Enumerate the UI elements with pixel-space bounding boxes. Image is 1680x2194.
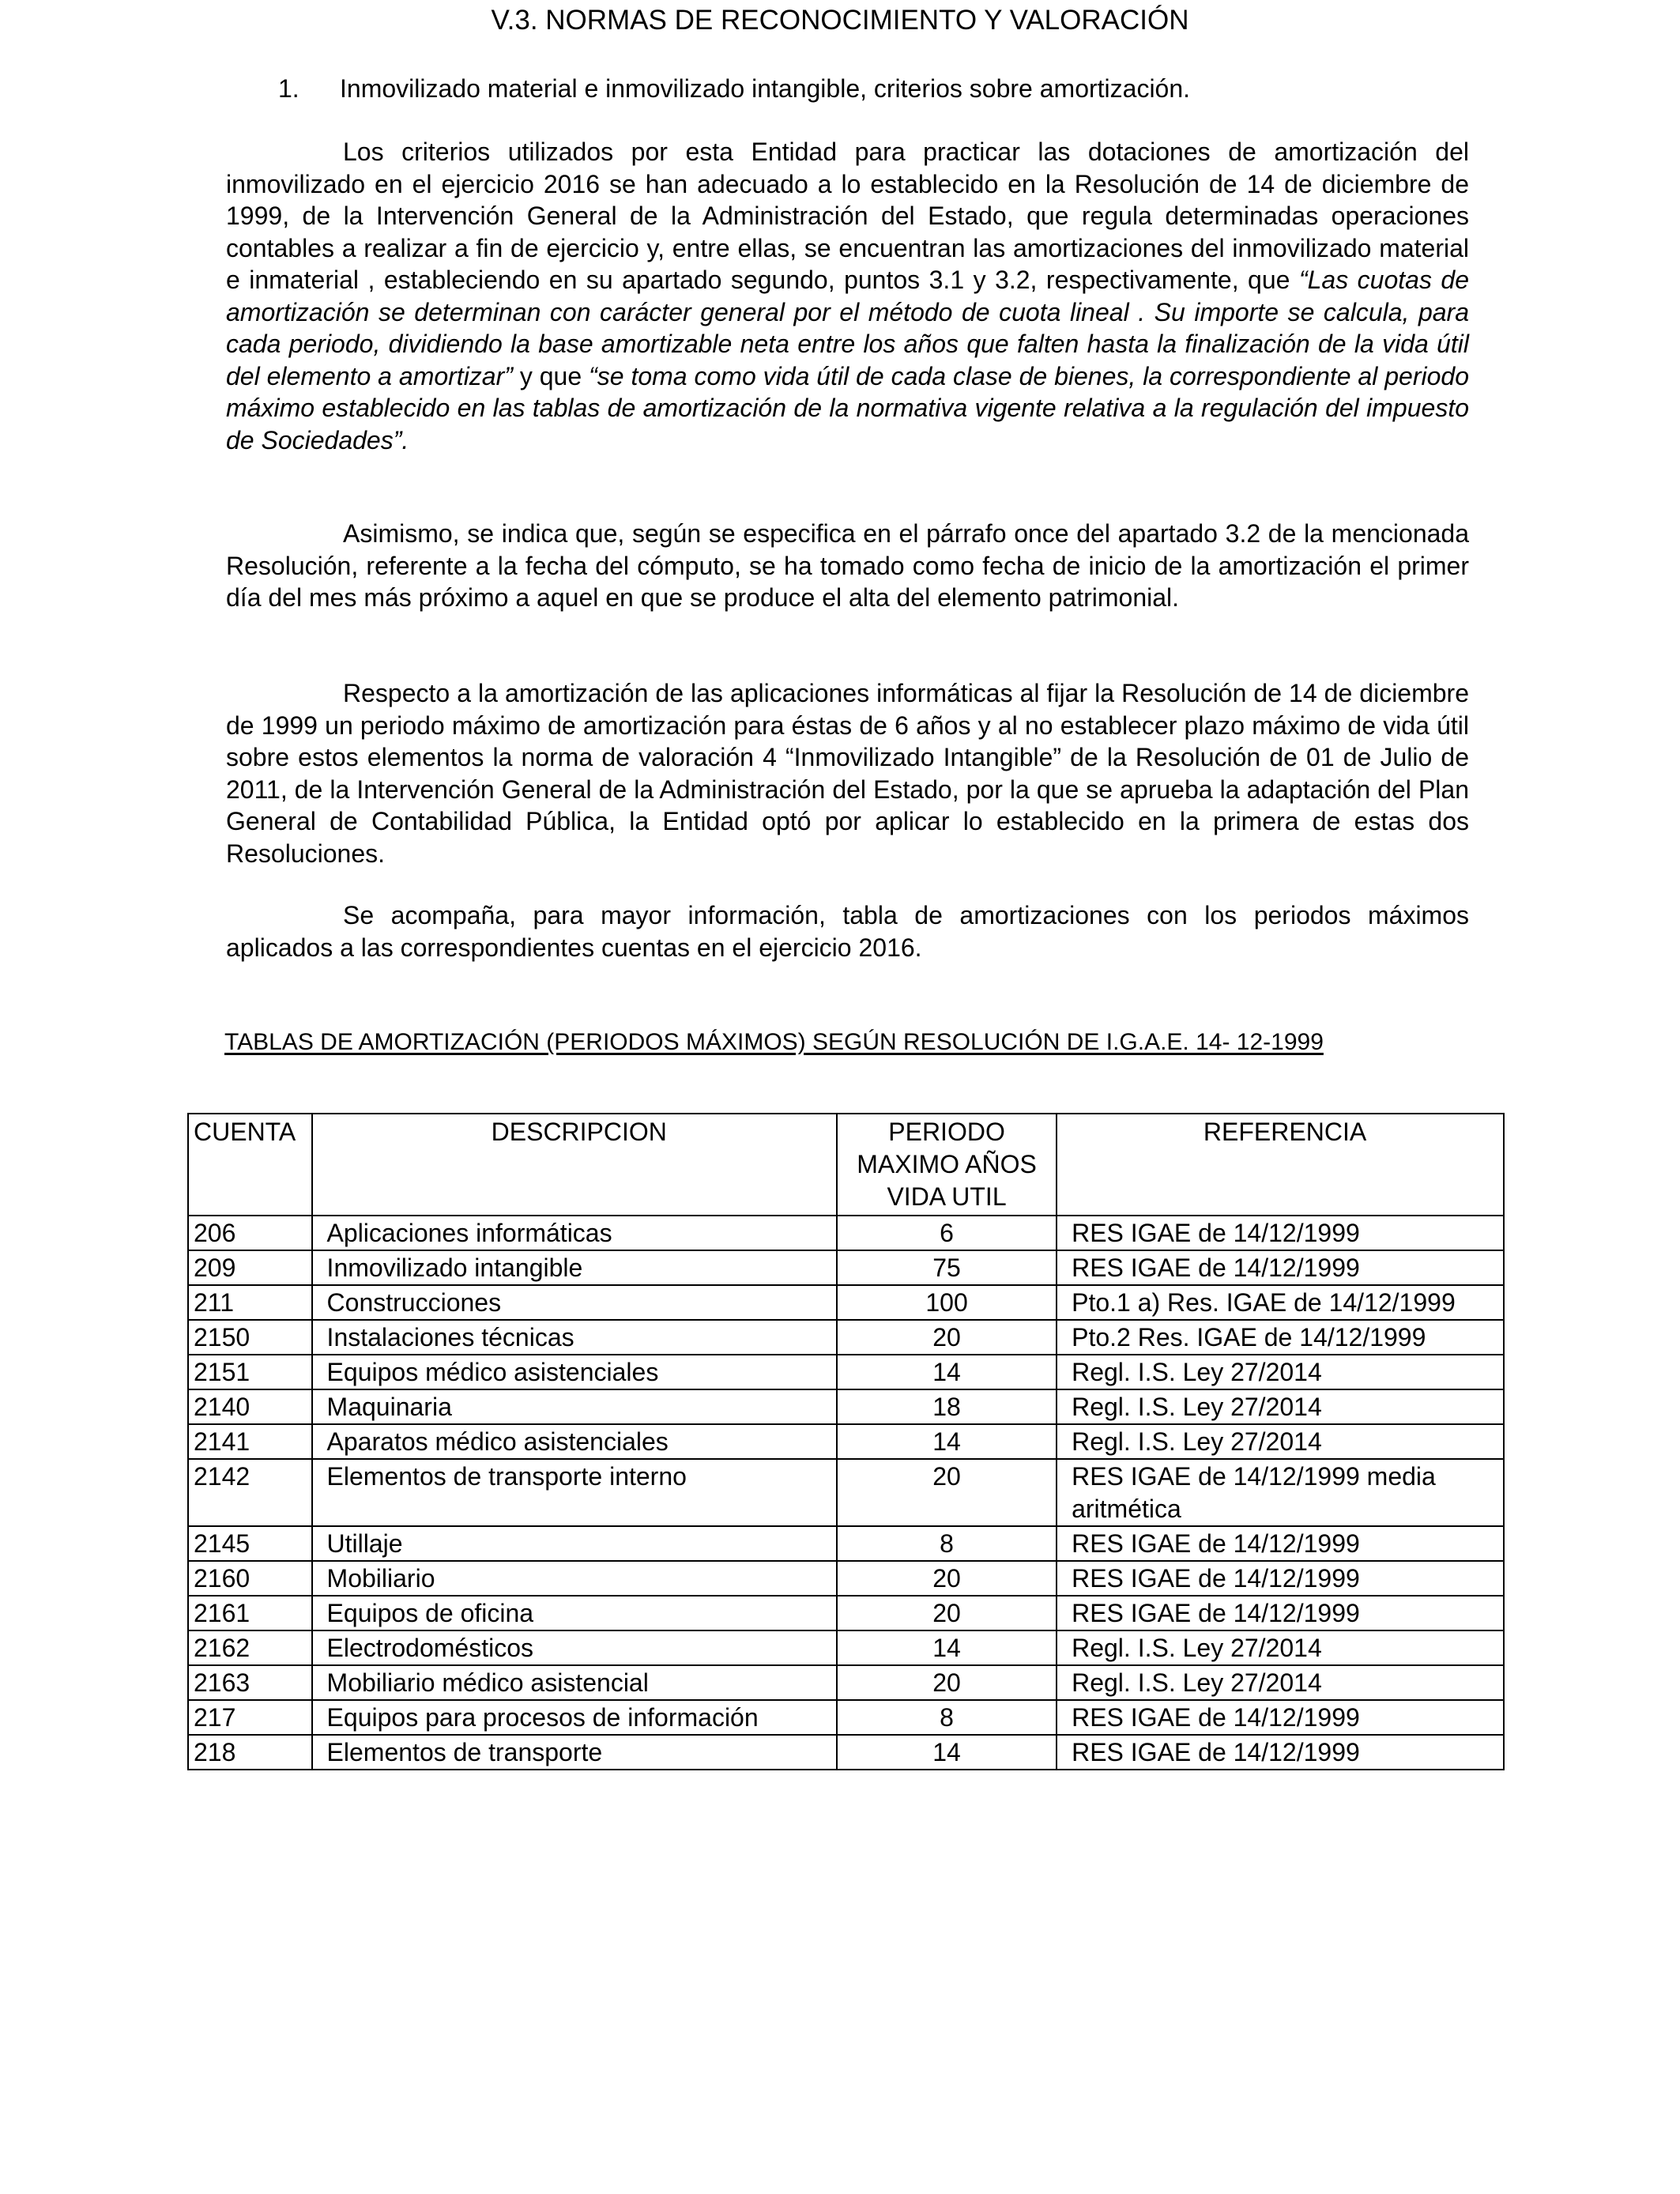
cell-cuenta: 2151 — [188, 1355, 312, 1389]
cell-cuenta: 2142 — [188, 1459, 312, 1526]
cell-descripcion: Aparatos médico asistenciales — [312, 1424, 837, 1459]
header-descripcion: DESCRIPCION — [312, 1114, 837, 1216]
cell-descripcion: Aplicaciones informáticas — [312, 1216, 837, 1250]
header-referencia: REFERENCIA — [1057, 1114, 1504, 1216]
cell-cuenta: 217 — [188, 1700, 312, 1735]
table-row — [188, 1355, 1504, 1389]
cell-referencia: Pto.1 a) Res. IGAE de 14/12/1999 — [1057, 1285, 1504, 1320]
cell-descripcion: Inmovilizado intangible — [312, 1250, 837, 1285]
cell-descripcion: Instalaciones técnicas — [312, 1320, 837, 1355]
cell-descripcion: Maquinaria — [312, 1389, 837, 1424]
paragraph-criterios-connector: y que — [519, 361, 582, 390]
cell-cuenta: 2161 — [188, 1596, 312, 1630]
cell-referencia: RES IGAE de 14/12/1999 — [1057, 1735, 1504, 1770]
table-row — [188, 1250, 1504, 1285]
paragraph-aplicaciones-informaticas: Respecto a la amortización de las aplicaciones informáticas al fijar la Resolución de 14 de diciembre de 1999 un periodo máximo de amortización para éstas de 6 años y al no establecer plazo máximo de vida útil sobre estos elementos la norma de valoración 4 “Inmovilizado Intangible” de la Resolución de 01 de Julio de 2011, de la Intervención General de la Administración del Estado, por la que se aprueba la adaptación del Plan General de Contabilidad Pública, la Entidad optó por aplicar lo establecido en la primera de estas dos Resoluciones. — [226, 679, 1469, 868]
cell-cuenta: 2150 — [188, 1320, 312, 1355]
section-heading — [278, 71, 1190, 106]
table-row — [188, 1561, 1504, 1596]
table-row — [188, 1285, 1504, 1320]
cell-periodo: 14 — [837, 1424, 1057, 1459]
cell-periodo: 20 — [837, 1320, 1057, 1355]
cell-descripcion: Equipos médico asistenciales — [312, 1355, 837, 1389]
cell-periodo: 14 — [837, 1630, 1057, 1665]
header-periodo-line2: MAXIMO AÑOS — [857, 1150, 1037, 1178]
cell-cuenta: 209 — [188, 1250, 312, 1285]
cell-periodo: 18 — [837, 1389, 1057, 1424]
cell-descripcion: Electrodomésticos — [312, 1630, 837, 1665]
cell-descripcion: Elementos de transporte interno — [312, 1459, 837, 1526]
paragraph-criterios — [226, 136, 1469, 456]
cell-descripcion: Mobiliario médico asistencial — [312, 1665, 837, 1700]
cell-cuenta: 2145 — [188, 1526, 312, 1561]
cell-descripcion: Mobiliario — [312, 1561, 837, 1596]
table-row — [188, 1389, 1504, 1424]
cell-referencia: Regl. I.S. Ley 27/2014 — [1057, 1389, 1504, 1424]
table-row — [188, 1735, 1504, 1770]
document-title: V.3. NORMAS DE RECONOCIMIENTO Y VALORACIÓN — [491, 5, 1189, 36]
section-title: Inmovilizado material e inmovilizado intangible, criterios sobre amortización. — [340, 74, 1191, 103]
table-row — [188, 1526, 1504, 1561]
cell-referencia: RES IGAE de 14/12/1999 — [1057, 1596, 1504, 1630]
cell-cuenta: 218 — [188, 1735, 312, 1770]
cell-referencia: RES IGAE de 14/12/1999 — [1057, 1700, 1504, 1735]
header-cuenta: CUENTA — [188, 1114, 312, 1216]
cell-periodo: 20 — [837, 1665, 1057, 1700]
table-header-row — [188, 1114, 1504, 1216]
cell-descripcion: Equipos de oficina — [312, 1596, 837, 1630]
cell-referencia: RES IGAE de 14/12/1999 media aritmética — [1057, 1459, 1504, 1526]
header-periodo — [837, 1114, 1057, 1216]
cell-cuenta: 2140 — [188, 1389, 312, 1424]
cell-periodo: 20 — [837, 1459, 1057, 1526]
cell-periodo: 75 — [837, 1250, 1057, 1285]
table-row — [188, 1665, 1504, 1700]
table-body — [188, 1216, 1504, 1770]
cell-periodo: 8 — [837, 1700, 1057, 1735]
cell-cuenta: 2160 — [188, 1561, 312, 1596]
cell-descripcion: Elementos de transporte — [312, 1735, 837, 1770]
header-periodo-line1: PERIODO — [888, 1118, 1005, 1146]
table-row — [188, 1596, 1504, 1630]
cell-cuenta: 211 — [188, 1285, 312, 1320]
section-number: 1. — [278, 74, 299, 103]
cell-periodo: 14 — [837, 1355, 1057, 1389]
cell-referencia: RES IGAE de 14/12/1999 — [1057, 1561, 1504, 1596]
cell-periodo: 100 — [837, 1285, 1057, 1320]
table-row — [188, 1320, 1504, 1355]
cell-cuenta: 2162 — [188, 1630, 312, 1665]
cell-periodo: 14 — [837, 1735, 1057, 1770]
amortization-table — [187, 1113, 1505, 1770]
cell-referencia: RES IGAE de 14/12/1999 — [1057, 1216, 1504, 1250]
table-row — [188, 1216, 1504, 1250]
cell-descripcion: Construcciones — [312, 1285, 837, 1320]
cell-periodo: 6 — [837, 1216, 1057, 1250]
cell-referencia: Regl. I.S. Ley 27/2014 — [1057, 1355, 1504, 1389]
cell-referencia: RES IGAE de 14/12/1999 — [1057, 1526, 1504, 1561]
cell-referencia: Regl. I.S. Ley 27/2014 — [1057, 1424, 1504, 1459]
header-periodo-line3: VIDA UTIL — [887, 1182, 1007, 1211]
cell-referencia: Pto.2 Res. IGAE de 14/12/1999 — [1057, 1320, 1504, 1355]
paragraph-asimismo: Asimismo, se indica que, según se especifica en el párrafo once del apartado 3.2 de la mencionada Resolución, referente a la fecha del cómputo, se ha tomado como fecha de inicio de la amortización el primer día del mes más próximo a aquel en que se produce el alta del elemento patrimonial. — [226, 519, 1469, 612]
cell-cuenta: 2163 — [188, 1665, 312, 1700]
cell-referencia: Regl. I.S. Ley 27/2014 — [1057, 1630, 1504, 1665]
cell-descripcion: Utillaje — [312, 1526, 837, 1561]
quote-cuotas: “Las cuotas de amortización se determinan con carácter general por el método de cuota lineal . Su importe se calcula, para cada periodo, dividiendo la base amortizable neta entre los años que falten hasta la finalización de la vida útil del elemento a amortizar” — [226, 266, 1470, 390]
paragraph-criterios-text: Los criterios utilizados por esta Entidad para practicar las dotaciones de amortización del inmovilizado en el ejercicio 2016 se han adecuado a lo establecido en la Resolución de 14 de diciembre de 1999, de la Intervención General de la Administración del Estado, que regula determinadas operaciones contables a realizar a fin de ejercicio y, entre ellas, se encuentran las amortizaciones del inmovilizado material e inmaterial , estableciendo en su apartado segundo, puntos 3.1 y 3.2, respectivamente, que — [226, 138, 1469, 294]
cell-cuenta: 2141 — [188, 1424, 312, 1459]
cell-periodo: 8 — [837, 1526, 1057, 1561]
cell-periodo: 20 — [837, 1596, 1057, 1630]
table-row — [188, 1424, 1504, 1459]
cell-cuenta: 206 — [188, 1216, 312, 1250]
cell-referencia: Regl. I.S. Ley 27/2014 — [1057, 1665, 1504, 1700]
quote-vida-util: “se toma como vida útil de cada clase de bienes, la correspondiente al periodo máximo establecido en las tablas de amortización de la normativa vigente relativa a la regulación del impuesto de Sociedades”. — [226, 361, 1470, 454]
cell-referencia: RES IGAE de 14/12/1999 — [1057, 1250, 1504, 1285]
table-row — [188, 1700, 1504, 1735]
table-title: TABLAS DE AMORTIZACIÓN (PERIODOS MÁXIMOS) SEGÚN RESOLUCIÓN DE I.G.A.E. 14- 12-1999 — [224, 1029, 1324, 1055]
table-row — [188, 1459, 1504, 1526]
cell-descripcion: Equipos para procesos de información — [312, 1700, 837, 1735]
paragraph-acompana: Se acompaña, para mayor información, tabla de amortizaciones con los periodos máximos aplicados a las correspondientes cuentas en el ejercicio 2016. — [226, 901, 1469, 962]
cell-periodo: 20 — [837, 1561, 1057, 1596]
table-row — [188, 1630, 1504, 1665]
